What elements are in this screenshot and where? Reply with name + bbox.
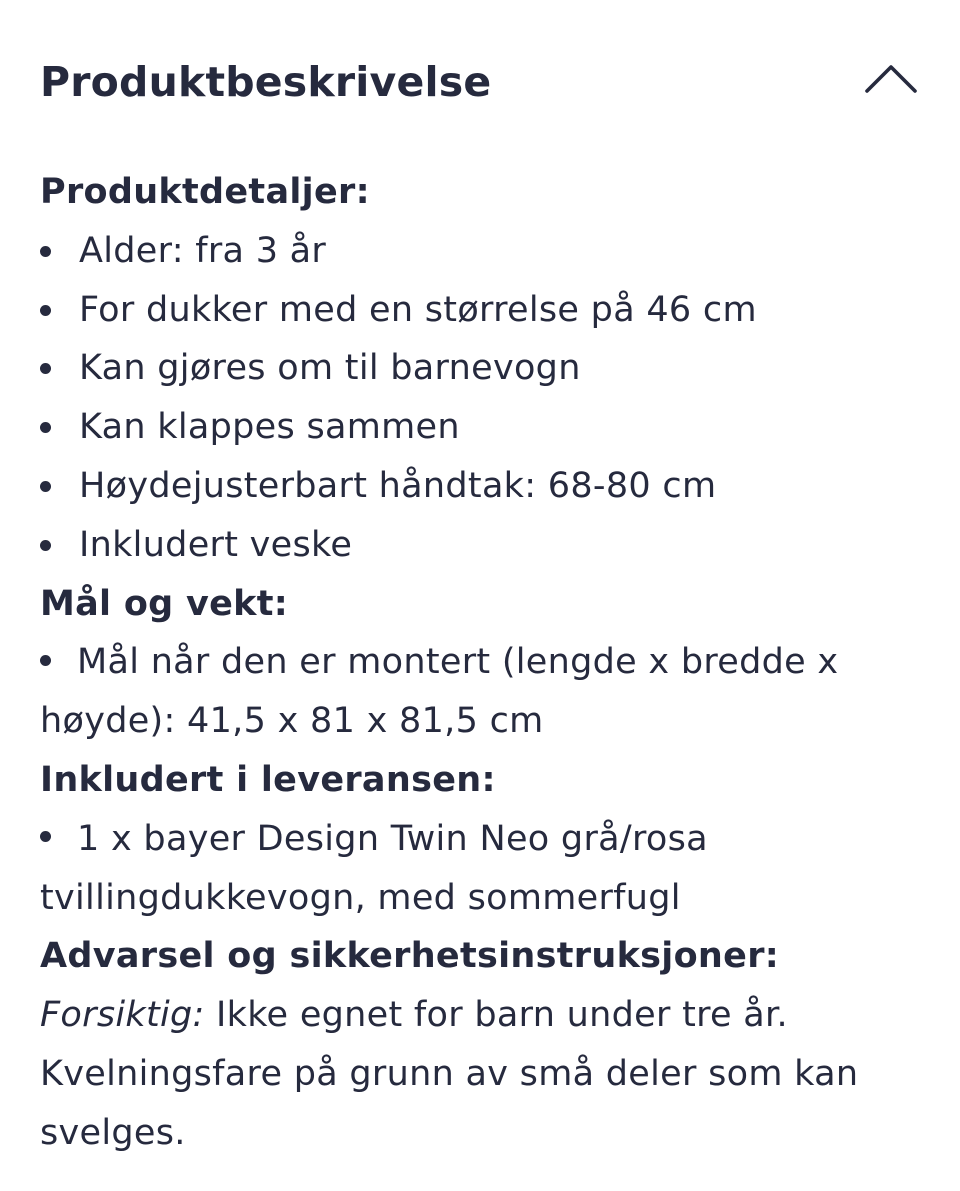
list-item-text: Inkludert veske [79,524,353,565]
bullet-icon [40,363,51,374]
bullet-icon [40,655,51,666]
included-text: 1 x bayer Design Twin Neo grå/rosa tvillingdukkevogn, med sommerfugl [40,818,708,918]
list-item [40,281,930,340]
product-details-heading: Produktdetaljer: [40,172,370,212]
bullet-icon [40,246,51,257]
bullet-icon [40,831,51,842]
list-item-text: Kan klappes sammen [79,407,460,448]
product-description-accordion-header[interactable] [0,40,960,124]
accordion-content [40,163,930,1163]
included-heading: Inkludert i leveransen: [40,759,496,800]
list-item-text: For dukker med en størrelse på 46 cm [79,289,757,330]
dimensions-text: Mål når den er montert (lengde x bredde x høyde): 41,5 x 81 x 81,5 cm [40,642,839,742]
accordion-title: Produktbeskrivelse [40,58,492,106]
list-item-text: Høydejusterbart håndtak: 68-80 cm [79,465,717,506]
chevron-up-icon[interactable] [862,58,920,98]
warning-heading: Advarsel og sikkerhetsinstruksjoner: [40,936,780,977]
warning-paragraph [40,986,930,1162]
bullet-icon [40,540,51,551]
list-item-text: Kan gjøres om til barnevogn [79,348,581,389]
warning-text: Ikke egnet for barn under tre år. Kvelningsfare på grunn av små deler som kan svelges. [40,995,859,1153]
list-item [40,457,930,516]
list-item [40,222,930,281]
list-item-text: Alder: fra 3 år [79,230,327,271]
list-item [40,633,930,751]
list-item [40,398,930,457]
dimensions-heading: Mål og vekt: [40,583,289,624]
bullet-icon [40,305,51,316]
list-item [40,339,930,398]
bullet-icon [40,422,51,433]
list-item [40,810,930,928]
warning-label: Forsiktig: [40,995,205,1036]
product-details-list [40,222,930,575]
list-item [40,516,930,575]
bullet-icon [40,481,51,492]
